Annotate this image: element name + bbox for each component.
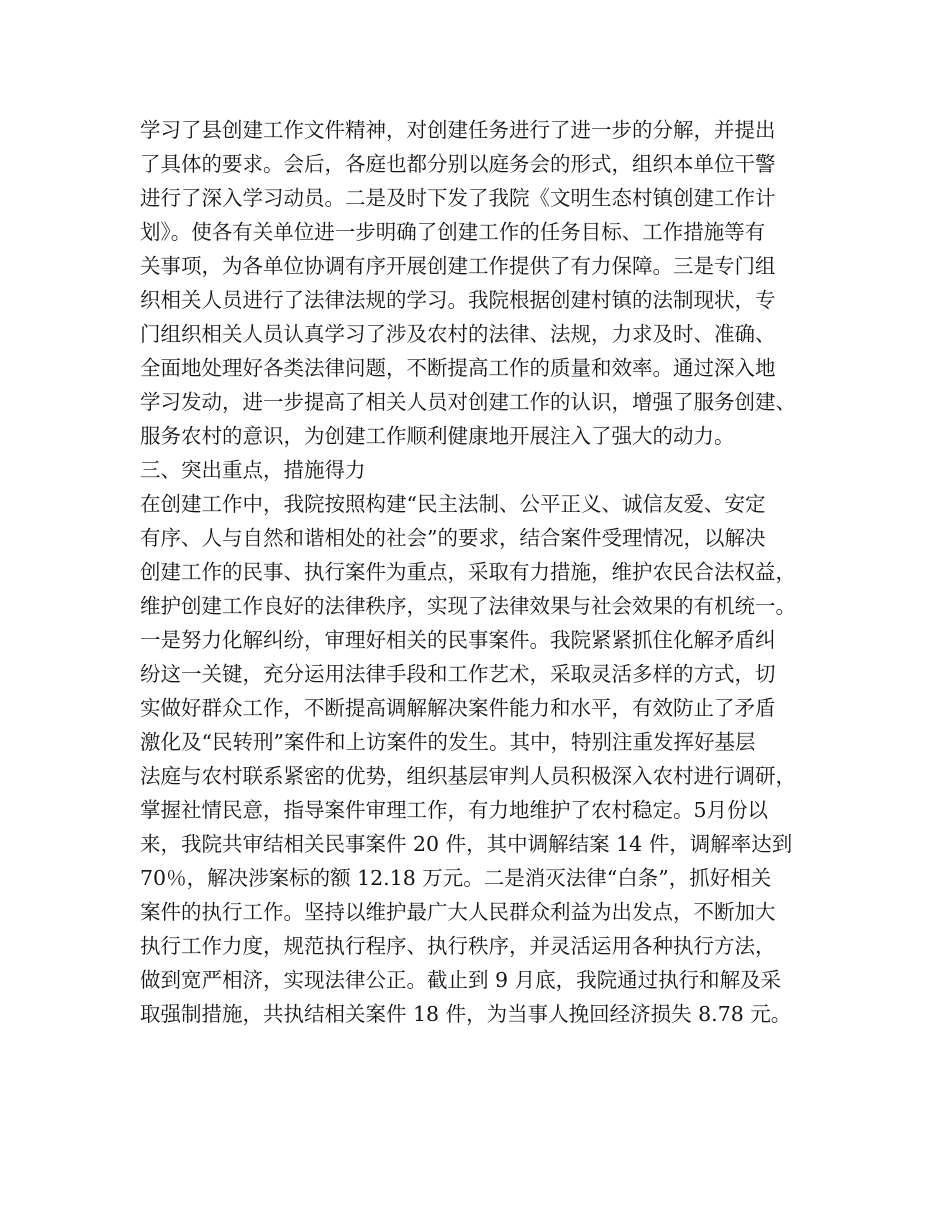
- text-line: 全面地处理好各类法律问题，不断提高工作的质量和效率。通过深入地: [140, 356, 776, 380]
- text-line: 在创建工作中，我院按照构建“民主法制、公平正义、诚信友爱、安定: [140, 492, 766, 516]
- text-line: 服务农村的意识，为创建工作顺利健康地开展注入了强大的动力。: [140, 424, 735, 448]
- text-line: 实做好群众工作，不断提高调解解决案件能力和水平，有效防止了矛盾: [140, 696, 776, 720]
- text-line: 做到宽严相济，实现法律公正。截止到 9 月底，我院通过执行和解及采: [140, 968, 782, 992]
- text-line: 学习发动，进一步提高了相关人员对创建工作的认识，增强了服务创建、: [140, 390, 796, 414]
- section-heading: 三、突出重点，措施得力: [140, 458, 366, 482]
- text-line: 进行了深入学习动员。二是及时下发了我院《文明生态村镇创建工作计: [140, 186, 776, 210]
- text-line: 纷这一关键，充分运用法律手段和工作艺术，采取灵活多样的方式，切: [140, 662, 776, 686]
- text-line: 门组织相关人员认真学习了涉及农村的法律、法规，力求及时、准确、: [140, 322, 776, 346]
- text-line: 划》。使各有关单位进一步明确了创建工作的任务目标、工作措施等有: [140, 220, 766, 244]
- text-line: 来，我院共审结相关民事案件 20 件，其中调解结案 14 件，调解率达到: [140, 832, 793, 856]
- text-line: 取强制措施，共执结相关案件 18 件，为当事人挽回经济损失 8.78 元。: [140, 1002, 792, 1026]
- text-line: 有序、人与自然和谐相处的社会”的要求，结合案件受理情况，以解决: [140, 526, 766, 550]
- text-line: 一是努力化解纠纷，审理好相关的民事案件。我院紧紧抓住化解矛盾纠: [140, 628, 776, 652]
- text-line: 学习了县创建工作文件精神，对创建任务进行了进一步的分解，并提出: [140, 118, 776, 142]
- text-line: 法庭与农村联系紧密的优势，组织基层审判人员积极深入农村进行调研，: [140, 764, 796, 788]
- text-line: 了具体的要求。会后，各庭也都分别以庭务会的形式，组织本单位干警: [140, 152, 776, 176]
- text-line: 创建工作的民事、执行案件为重点，采取有力措施，维护农民合法权益，: [140, 560, 796, 584]
- text-line: 案件的执行工作。坚持以维护最广大人民群众利益为出发点，不断加大: [140, 900, 776, 924]
- text-line: 关事项，为各单位协调有序开展创建工作提供了有力保障。三是专门组: [140, 254, 776, 278]
- text-line: 掌握社情民意，指导案件审理工作，有力地维护了农村稳定。5月份以: [140, 798, 769, 822]
- text-line: 维护创建工作良好的法律秩序，实现了法律效果与社会效果的有机统一。: [140, 594, 796, 618]
- text-line: 激化及“民转刑”案件和上访案件的发生。其中，特别注重发挥好基层: [140, 730, 756, 754]
- text-line: 织相关人员进行了法律法规的学习。我院根据创建村镇的法制现状，专: [140, 288, 776, 312]
- text-line: 70％，解决涉案标的额 12.18 万元。二是消灭法律“白条”，抓好相关: [140, 866, 772, 890]
- document-body: [140, 113, 830, 1031]
- text-line: 执行工作力度，规范执行程序、执行秩序，并灵活运用各种执行方法，: [140, 934, 776, 958]
